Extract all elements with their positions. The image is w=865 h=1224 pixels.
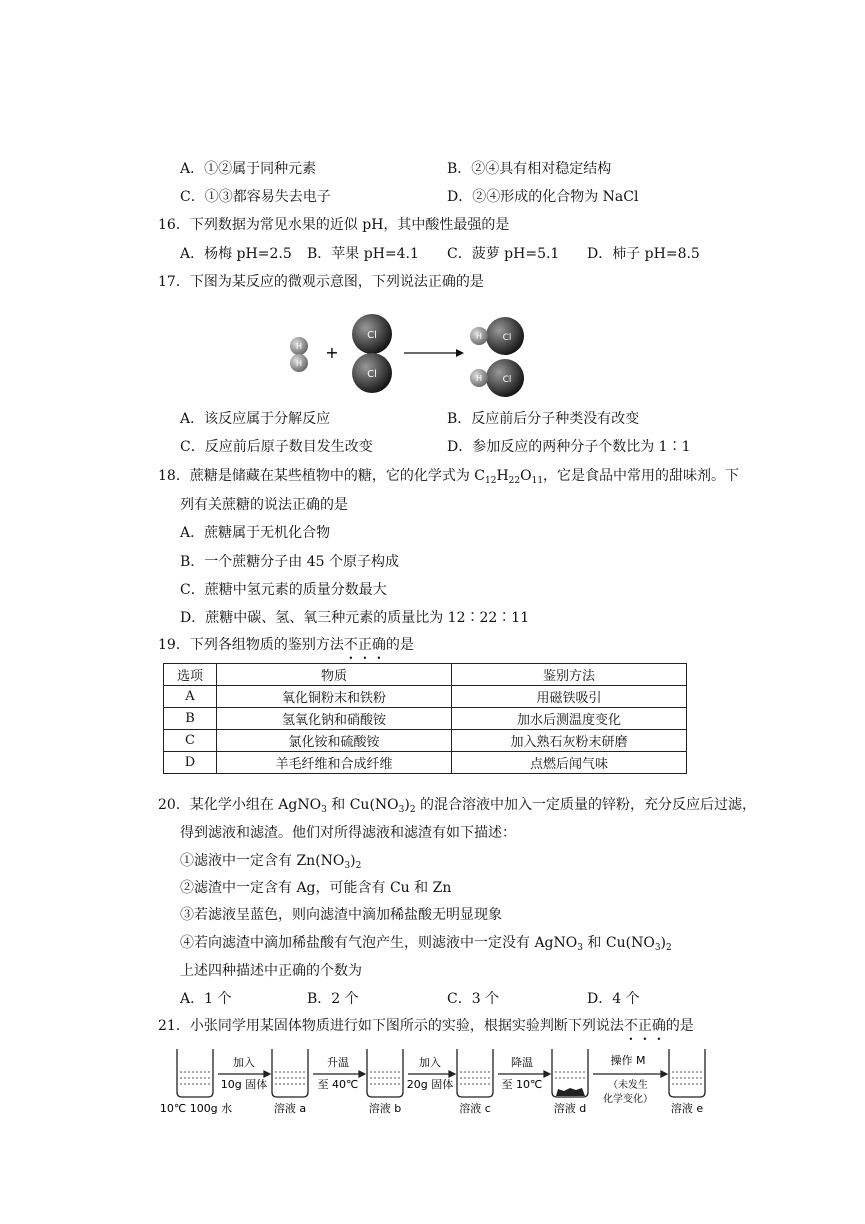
cell-method: 加入熟石灰粉末研磨 xyxy=(452,730,687,752)
table-row xyxy=(164,686,687,708)
hcl-molecule xyxy=(470,359,524,397)
q20-description-4: ④若向滤渣中滴加稀盐酸有气泡产生，则滤液中一定没有 AgNO$_3$ 和 $Cu(NO_3)_2$ xyxy=(180,935,672,953)
q20-summary: 上述四种描述中正确的个数为 xyxy=(180,963,362,979)
step1-label-bottom: 10g 固体 xyxy=(220,1078,268,1091)
q20-option-b: B．2 个 xyxy=(307,991,359,1007)
beaker-a-label: 溶液 a xyxy=(273,1102,307,1115)
cl-atom-label: Cl xyxy=(502,333,512,343)
q18-stem-line2: 列有关蔗糖的说法正确的是 xyxy=(180,497,348,513)
table-header-row xyxy=(164,664,687,686)
beaker-b xyxy=(367,1049,403,1097)
beaker-b-label: 溶液 b xyxy=(368,1102,402,1115)
q18-option-a: A．蔗糖属于无机化合物 xyxy=(180,525,331,541)
header-option: 选项 xyxy=(164,664,217,686)
cell-substance: 氯化铵和硫酸铵 xyxy=(217,730,452,752)
beaker-a xyxy=(272,1049,308,1097)
step5-label-top: 操作 M xyxy=(610,1054,646,1067)
cl-atom-label: Cl xyxy=(367,330,377,341)
beaker-e-label: 溶液 e xyxy=(670,1102,704,1115)
step5-label-mid: （未发生 xyxy=(608,1080,648,1091)
cl-atom-label: Cl xyxy=(367,369,377,380)
step1-label-top: 加入 xyxy=(233,1056,255,1069)
q21-stem: 21．小张同学用某固体物质进行如下图所示的实验，根据实验判断下列说法不正确的是 xyxy=(158,1018,694,1034)
q19-table xyxy=(163,663,687,774)
q20-stem-line2: 得到滤液和滤渣。他们对所得滤液和滤渣有如下描述： xyxy=(180,825,516,841)
cell-option: B xyxy=(164,708,217,730)
q16-stem: 16．下列数据为常见水果的近似 pH，其中酸性最强的是 xyxy=(158,217,510,233)
h-atom-label: H xyxy=(295,359,303,368)
cl-atom-label: Cl xyxy=(502,375,512,385)
hcl-molecule xyxy=(470,317,524,355)
beaker-d-label: 溶液 d xyxy=(553,1102,587,1115)
process-arrows xyxy=(218,1071,667,1077)
cell-method: 点燃后闻气味 xyxy=(452,752,687,774)
cell-method: 用磁铁吸引 xyxy=(452,686,687,708)
h-atom-label: H xyxy=(475,332,483,341)
q15-option-c: C．①③都容易失去电子 xyxy=(180,189,331,205)
cell-option: C xyxy=(164,730,217,752)
step4-label-top: 降温 xyxy=(511,1056,533,1069)
cell-substance: 羊毛纤维和合成纤维 xyxy=(217,752,452,774)
cl2-molecule xyxy=(352,314,392,393)
cell-substance: 氢氧化钠和硝酸铵 xyxy=(217,708,452,730)
experiment-diagram xyxy=(160,1044,720,1116)
q20-description-3: ③若滤液呈蓝色，则向滤渣中滴加稀盐酸无明显现象 xyxy=(180,907,502,923)
q15-option-d: D．②④形成的化合物为 NaCl xyxy=(447,189,639,205)
q17-option-d: D．参加反应的两种分子个数比为 1∶1 xyxy=(447,439,691,455)
beaker-c xyxy=(457,1049,493,1097)
q17-option-a: A．该反应属于分解反应 xyxy=(180,411,331,427)
h-atom-label: H xyxy=(475,374,483,383)
q17-option-c: C．反应前后原子数目发生改变 xyxy=(180,439,373,455)
header-substance: 物质 xyxy=(217,664,452,686)
q15-option-b: B．②④具有相对稳定结构 xyxy=(447,161,612,177)
q20-option-d: D．4 个 xyxy=(587,991,640,1007)
plus-sign: + xyxy=(325,343,339,362)
q16-option-c: C．菠萝 pH=5.1 xyxy=(447,246,560,262)
q18-stem: 18．蔗糖是储藏在某些植物中的糖，它的化学式为 $C_{12}H_{22}O_{11}$，它是食品中常用的甜味剂。下 xyxy=(158,468,740,486)
q16-option-d: D．柿子 pH=8.5 xyxy=(587,246,700,262)
q15-option-a: A．①②属于同种元素 xyxy=(180,161,317,177)
h2-molecule xyxy=(290,337,308,372)
q20-stem: 20．某化学小组在 AgNO$_3$ 和 $Cu(NO_3)_2$ 的混合溶液中加入一定质量的锌粉，充分反应后过滤， xyxy=(158,797,757,815)
beaker-c-label: 溶液 c xyxy=(459,1102,491,1115)
step3-label-bottom: 20g 固体 xyxy=(406,1078,454,1091)
beaker-d xyxy=(552,1049,588,1097)
h-atom-label: H xyxy=(295,342,303,351)
q20-option-a: A．1 个 xyxy=(180,991,232,1007)
table-row xyxy=(164,708,687,730)
q16-option-a: A．杨梅 pH=2.5 xyxy=(180,246,292,262)
q18-option-c: C．蔗糖中氢元素的质量分数最大 xyxy=(180,582,387,598)
step3-label-top: 加入 xyxy=(419,1056,441,1069)
q16-option-b: B．苹果 pH=4.1 xyxy=(307,246,419,262)
precipitate xyxy=(556,1088,585,1096)
step5-label-bottom: 化学变化） xyxy=(603,1094,653,1105)
q17-option-b: B．反应前后分子种类没有改变 xyxy=(447,411,640,427)
cell-option: D xyxy=(164,752,217,774)
q18-option-b: B．一个蔗糖分子由 45 个原子构成 xyxy=(180,554,400,570)
step4-label-bottom: 至 10℃ xyxy=(501,1078,543,1091)
q20-description-1: ①滤液中一定含有 $Zn(NO_3)_2$ xyxy=(180,853,362,871)
cell-method: 加水后测温度变化 xyxy=(452,708,687,730)
q20-option-c: C．3 个 xyxy=(447,991,500,1007)
table-row xyxy=(164,752,687,774)
table-row xyxy=(164,730,687,752)
cell-substance: 氧化铜粉末和铁粉 xyxy=(217,686,452,708)
q17-stem: 17．下图为某反应的微观示意图，下列说法正确的是 xyxy=(158,274,484,290)
q18-option-d: D．蔗糖中碳、氢、氧三种元素的质量比为 12∶22∶11 xyxy=(180,610,530,626)
reaction-diagram xyxy=(280,308,540,403)
cell-option: A xyxy=(164,686,217,708)
q20-description-2: ②滤渣中一定含有 Ag，可能含有 Cu 和 Zn xyxy=(180,880,452,896)
header-method: 鉴别方法 xyxy=(452,664,687,686)
q19-stem: 19．下列各组物质的鉴别方法不正确的是 xyxy=(158,637,414,653)
beaker-start-label: 10℃ 100g 水 xyxy=(160,1102,233,1115)
step2-label-bottom: 至 40℃ xyxy=(317,1078,359,1091)
beaker-e xyxy=(669,1049,705,1097)
beaker-start xyxy=(177,1049,213,1097)
reaction-arrow xyxy=(404,349,464,357)
step2-label-top: 升温 xyxy=(327,1056,349,1069)
